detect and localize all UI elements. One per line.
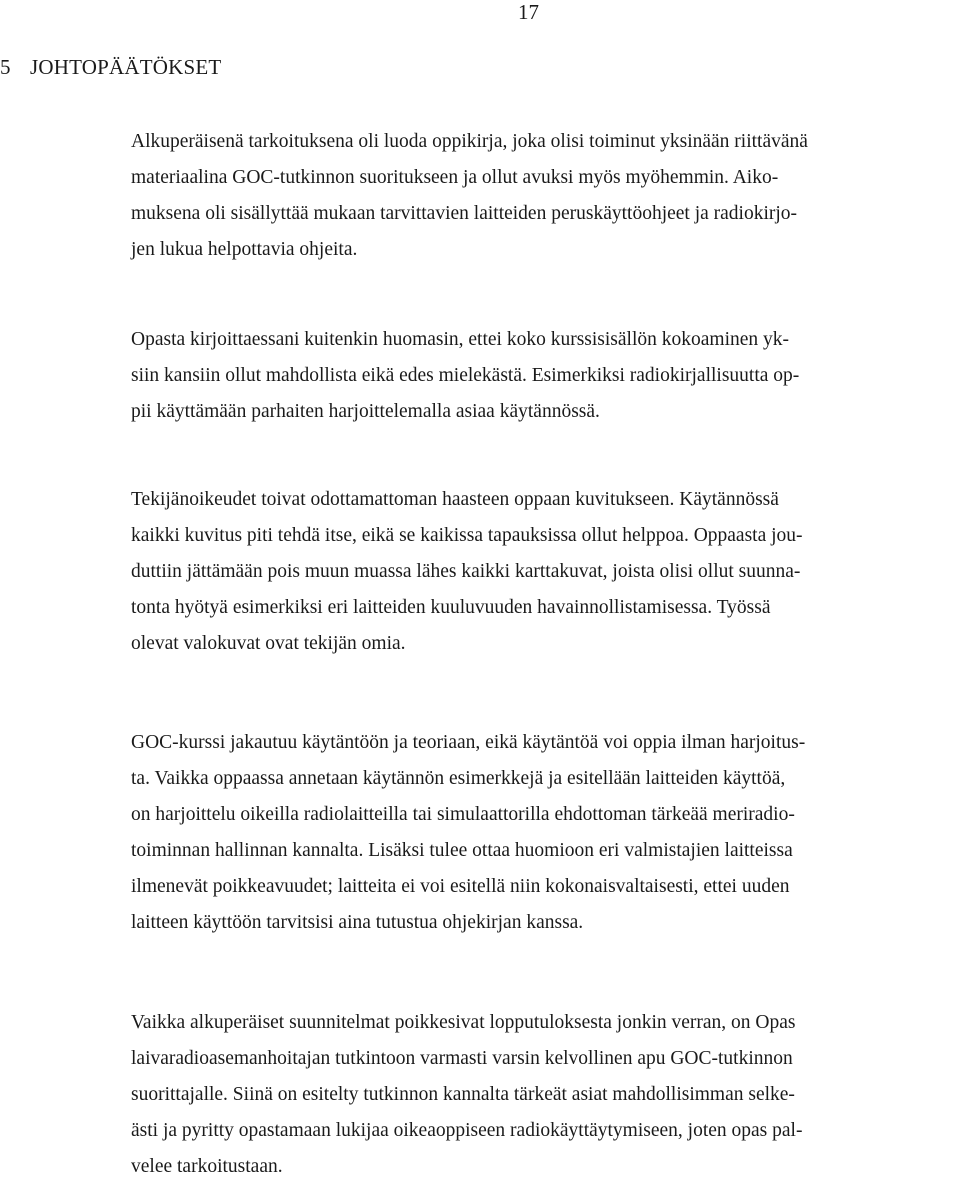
paragraph-line: GOC-kurssi jakautuu käytäntöön ja teoriaan, eikä käytäntöä voi oppia ilman harjoitus- (131, 732, 806, 753)
paragraph-line: toiminnan hallinnan kannalta. Lisäksi tulee ottaa huomioon eri valmistajien laitteissa (131, 840, 793, 861)
paragraph-line: materiaalina GOC-tutkinnon suoritukseen ja ollut avuksi myös myöhemmin. Aiko- (131, 167, 779, 188)
paragraph-line: jen lukua helpottavia ohjeita. (131, 239, 358, 260)
paragraph-line: velee tarkoitustaan. (131, 1156, 283, 1177)
paragraph-line: duttiin jättämään pois muun muassa lähes kaikki karttakuvat, joista olisi ollut suunna- (131, 561, 801, 582)
paragraph-3 (131, 482, 951, 662)
paragraph-line: suorittajalle. Siinä on esitelty tutkinnon kannalta tärkeät asiat mahdollisimman selke- (131, 1084, 795, 1105)
paragraph-line: muksena oli sisällyttää mukaan tarvittavien laitteiden peruskäyttöohjeet ja radiokirjo- (131, 203, 798, 224)
paragraph-line: Opasta kirjoittaessani kuitenkin huomasin, ettei koko kurssisisällön kokoaminen yk- (131, 329, 790, 350)
paragraph-line: ästi ja pyritty opastamaan lukijaa oikeaoppiseen radiokäyttäytymiseen, joten opas pal- (131, 1120, 803, 1141)
paragraph-1 (131, 124, 951, 268)
paragraph-line: ilmenevät poikkeavuudet; laitteita ei voi esitellä niin kokonaisvaltaisesti, ettei uuden (131, 876, 790, 897)
paragraph-line: olevat valokuvat ovat tekijän omia. (131, 633, 406, 654)
page-number: 17 (518, 0, 539, 24)
paragraph-line: pii käyttämään parhaiten harjoittelemalla asiaa käytännössä. (131, 401, 600, 422)
section-number: 5 (0, 55, 11, 79)
paragraph-5 (131, 1005, 951, 1185)
section-heading (0, 54, 221, 80)
section-title: JOHTOPÄÄTÖKSET (30, 55, 222, 79)
paragraph-line: ta. Vaikka oppaassa annetaan käytännön esimerkkejä ja esitellään laitteiden käyttöä, (131, 768, 786, 789)
paragraph-line: on harjoittelu oikeilla radiolaitteilla tai simulaattorilla ehdottoman tärkeää meriradio- (131, 804, 795, 825)
paragraph-line: tonta hyötyä esimerkiksi eri laitteiden kuuluvuuden havainnollistamisessa. Työssä (131, 597, 771, 618)
paragraph-4 (131, 725, 951, 941)
paragraph-line: siin kansiin ollut mahdollista eikä edes mielekästä. Esimerkiksi radiokirjallisuutta op- (131, 365, 800, 386)
paragraph-2 (131, 322, 951, 430)
paragraph-line: laitteen käyttöön tarvitsisi aina tutustua ohjekirjan kanssa. (131, 912, 584, 933)
paragraph-line: laivaradioasemanhoitajan tutkintoon varmasti varsin kelvollinen apu GOC-tutkinnon (131, 1048, 793, 1069)
paragraph-line: kaikki kuvitus piti tehdä itse, eikä se kaikissa tapauksissa ollut helppoa. Oppaasta jou- (131, 525, 803, 546)
paragraph-line: Tekijänoikeudet toivat odottamattoman haasteen oppaan kuvitukseen. Käytännössä (131, 489, 779, 510)
paragraph-line: Vaikka alkuperäiset suunnitelmat poikkesivat lopputuloksesta jonkin verran, on Opas (131, 1012, 796, 1033)
paragraph-line: Alkuperäisenä tarkoituksena oli luoda oppikirja, joka olisi toiminut yksinään riittävänä (131, 131, 808, 152)
